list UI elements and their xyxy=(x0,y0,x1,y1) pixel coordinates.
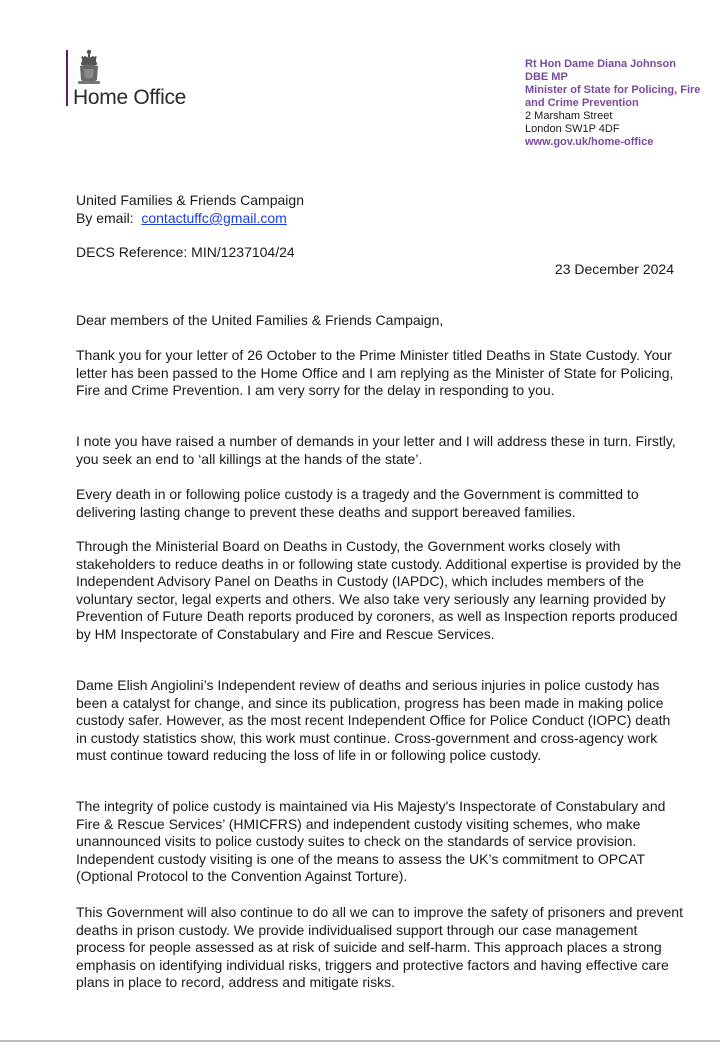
sender-role-cont: and Crime Prevention xyxy=(525,97,639,109)
paragraph-2 xyxy=(76,433,684,468)
recipient-email-link[interactable]: contactuffc@gmail.com xyxy=(141,210,287,226)
paragraph-4 xyxy=(76,538,684,644)
paragraph-6 xyxy=(76,798,684,886)
sender-block xyxy=(525,58,715,149)
paragraph-text: Dame Elish Angiolini’s Independent review of deaths and serious injuries in police custody has been a catalyst for change, and since its publication, progress has been made in making police custody safer. However, as the most recent Independent Office for Police Conduct (IOPC) death in custody statistics show, this work must continue. Cross-government and cross-agency work must continue toward reducing the loss of life in or following police custody. xyxy=(76,677,671,764)
email-label: By email: xyxy=(76,210,134,226)
recipient-name: United Families & Friends Campaign xyxy=(76,192,304,208)
decs-reference: DECS Reference: MIN/1237104/24 xyxy=(76,244,295,260)
royal-crest-icon xyxy=(75,48,103,88)
sender-address-city: London SW1P 4DF xyxy=(525,123,620,135)
paragraph-text: Every death in or following police custody is a tragedy and the Government is committed to delivering lasting change to prevent these deaths and support bereaved families. xyxy=(76,486,639,520)
paragraph-3 xyxy=(76,486,684,521)
recipient-block xyxy=(76,191,304,227)
logo-divider xyxy=(66,50,68,106)
sender-honours: DBE MP xyxy=(525,71,568,83)
paragraph-text: I note you have raised a number of demands in your letter and I will address these in turn. Firstly, you seek an end to ‘all killings at the hands of the state’. xyxy=(76,433,676,467)
home-office-logo xyxy=(66,46,206,110)
logo-text: Home Office xyxy=(73,86,187,109)
paragraph-7 xyxy=(76,904,684,992)
paragraph-text: The integrity of police custody is maintained via His Majesty's Inspectorate of Constabulary and Fire & Rescue Services’ (HMICFRS) and independent custody visiting schemes, who make unannounced visits to police custody suites to check on the standards of service provision. Independent custody visiting is one of the means to assess the UK’s commitment to OPCAT (Optional Protocol to the Convention Against Torture). xyxy=(76,798,666,885)
salutation xyxy=(76,312,684,330)
paragraph-text: Through the Ministerial Board on Deaths in Custody, the Government works closely with stakeholders to reduce deaths in or following state custody. Additional expertise is provided by the Independent Advisory Panel on Deaths in Custody (IAPDC), which includes members of the voluntary sector, legal experts and others. We also take very seriously any learning provided by Prevention of Future Death reports produced by coroners, as well as Inspection reports produced by HM Inspectorate of Constabulary and Fire and Rescue Services. xyxy=(76,538,682,642)
sender-role: Minister of State for Policing, Fire xyxy=(525,84,701,96)
recipient-email-line xyxy=(76,209,304,227)
paragraph-text: Thank you for your letter of 26 October to the Prime Minister titled Deaths in State Custody. Your letter has been passed to the Home Office and I am replying as the Minister of State for Policing, Fire and Crime Prevention. I am very sorry for the delay in responding to you. xyxy=(76,347,674,399)
sender-website[interactable]: www.gov.uk/home-office xyxy=(525,136,654,148)
paragraph-text: This Government will also continue to do all we can to improve the safety of prisoners and prevent deaths in prison custody. We provide individualised support through our case management process for people assessed as at risk of suicide and self-harm. This approach places a strong emphasis on identifying individual risks, triggers and protective factors and having effective care plans in place to record, address and mitigate risks. xyxy=(76,904,683,991)
paragraph-1 xyxy=(76,347,684,400)
sender-name: Rt Hon Dame Diana Johnson xyxy=(525,58,676,70)
letter-date: 23 December 2024 xyxy=(554,261,674,277)
paragraph-5 xyxy=(76,677,684,765)
salutation-text: Dear members of the United Families & Friends Campaign, xyxy=(76,312,444,328)
sender-address-street: 2 Marsham Street xyxy=(525,110,613,122)
